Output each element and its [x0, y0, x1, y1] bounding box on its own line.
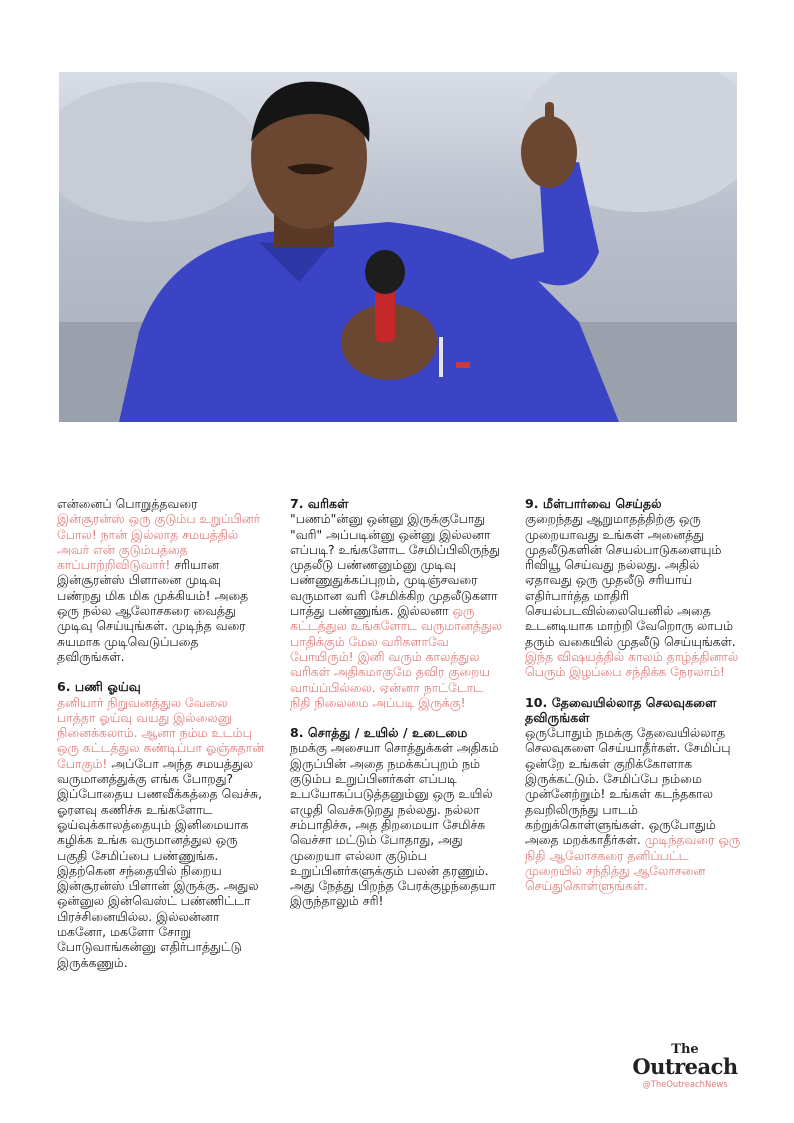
paragraph-taxes [290, 511, 503, 710]
pointing-finger [545, 102, 554, 142]
text-plain: சரியான இன்சூரன்ஸ் பிளானை முடிவு பண்றது மிக மிக முக்கியம்! அதை ஒரு நல்ல ஆலோசகரை வைத்து முடிவு செய்யுங்கள். முடிந்த வரை சுயமாக முடிவெடுப்பதை தவிருங்கள். [57, 557, 249, 664]
text-plain: அப்போ அந்த சமயத்துல வருமானத்துக்கு எங்க போறது? இப்போதைய பணவீக்கத்தை வெச்சு, ஓரளவு கணிச்சு உங்களோட ஓய்வுக்காலத்தையும் இனிமையாக கழிக்க உங்க வருமானத்துல ஒரு பகுதி சேமிப்பை பண்ணுங்க. இதற்கென சந்தையில் நிறைய இன்சூரன்ஸ் பிளான் இருக்கு. அதுல ஒன்னுல இன்வெஸ்ட் பண்ணிட்டா பிரச்சினையில்ல. இல்லன்னா மகனோ, மகளோ சோறு போடுவாங்கன்னு எதிர்பாத்துட்டு இருக்கணும். [57, 755, 263, 970]
column-2 [290, 496, 503, 924]
paragraph-expenses [525, 725, 745, 893]
heading-expenses: 10. தேவையில்லாத செலவுகளை தவிருங்கள் [525, 694, 717, 725]
text-highlight: ஒரு கட்டத்துல உங்களோட வருமானத்துல பாதிக்கும் மேல வரிகளாவே போயிரும்! இனி வரும் காலத்துல வரிகள் அதிகமாகுமே தவிர குறைய வாய்ப்பில்லை. ஏன்னா நாட்டோட நிதி நிலைமை அப்படி இருக்கு! [290, 603, 502, 710]
heading-retirement: 6. பணி ஓய்வு [57, 679, 141, 695]
text-highlight: இந்த விஷயத்தில் காலம் தாழ்த்தினால் பெரும் இழப்பை சந்திக்க நேரலாம்! [525, 648, 739, 680]
microphone-head [365, 250, 405, 294]
paragraph-retirement [57, 695, 267, 970]
heading-review: 9. மீள்பார்வை செய்தல் [525, 496, 662, 511]
text-highlight: இன்சூரன்ஸ் ஒரு குடும்ப உறுப்பினர் போல! நான் இல்லாத சமயத்தில் அவர் என் குடும்பத்தை காப்பாற்றிவிடுவார்! [57, 511, 261, 573]
outreach-logo [630, 1044, 740, 1089]
speaker-illustration [59, 72, 737, 422]
bg-blur-left [59, 82, 259, 222]
paragraph-review [525, 511, 745, 679]
text-plain: என்னைப் பொறுத்தவரை [57, 496, 198, 511]
logo-the: The [671, 1042, 699, 1057]
heading-property: 8. சொத்து / உயில் / உடைமை [290, 725, 468, 741]
paragraph-property: நமக்கு அசையா சொத்துக்கள் அதிகம் இருப்பின் அதை நமக்கப்புறம் நம் குடும்ப உறுப்பினர்கள் எப்படி உபயோகப்படுத்தனும்னு ஒரு உயில் எழுதி வெச்சுடுறது நல்லது. நல்லா சம்பாதிச்சு, அத திறமையா சேமிச்சு வெச்சா மட்டும் போதாது, அது முறையா எல்லா குடும்ப உறுப்பினர்களுக்கும் பலன் தரணும். அது நேத்து பிறந்த பேரக்குழந்தையா இருந்தாலும் சரி! [290, 740, 499, 909]
text-plain: குறைந்தது ஆறுமாதத்திற்கு ஒரு முறையாவது உங்கள் அனைத்து முதலீடுகளின் செயல்பாடுகளையும் ரிவியூ செய்வது நல்லது. அதில் ஏதாவது ஒரு முதலீடு சரியாய் எதிர்பார்த்த மாதிரி செயல்படவில்லையெனில் அதை உடனடியாக மாற்றி வேறொரு லாபம் தரும் வகையில் முதலீடு செய்யுங்கள். [525, 511, 736, 649]
text-plain: ஒருபோதும் நமக்கு தேவையில்லாத செலவுகளை செய்யாதீர்கள். சேமிப்பு ஒன்றே உங்கள் குறிக்கோளாக இருக்கட்டும். சேமிப்பே நம்மை முன்னேற்றும்! உங்கள் கடந்தகால தவறிலிருந்து பாடம் கற்றுக்கொள்ளுங்கள். ஒருபோதும் அதை மறக்காதீர்கள். [525, 725, 731, 848]
logo-handle: @TheOutreachNews [642, 1079, 728, 1089]
heading-taxes: 7. வரிகள் [290, 496, 349, 511]
pen [439, 337, 443, 377]
text-plain: "பணம்"ன்னு ஒன்னு இருக்குபோது "வரி" அப்படின்னு ஒன்னு இல்லனா எப்படி? உங்களோட சேமிப்பிலிருந்து முதலீடு பண்ணனும்னு முடிவு பண்ணுதுக்கப்புறம், முடிஞ்சவரை வருமான வரி சேமிக்கிற முதலீடுகளா பாத்து பண்ணுங்க. இல்லனா [290, 511, 500, 619]
text-highlight: தனியார் நிறுவனத்துல வேலை பாத்தா ஓய்வு வயது இல்லைனு நினைக்கலாம். ஆனா நம்ம உடம்பு ஒரு கட்டத்துல கண்டிப்பா ஓஞ்சுதான் போகும்! [57, 694, 265, 771]
paragraph-insurance [57, 496, 267, 664]
column-1 [57, 496, 267, 985]
text-highlight: முடிந்தவரை ஒரு நிதி ஆலோசகரை தனிப்பட்ட முறையில் சந்தித்து ஆலோசனை செய்துகொள்ளுங்கள். [525, 832, 741, 894]
speaker-photo [59, 72, 737, 422]
logo-name: Outreach [632, 1054, 738, 1079]
shirt-logo [456, 362, 470, 368]
column-3 [525, 496, 745, 908]
